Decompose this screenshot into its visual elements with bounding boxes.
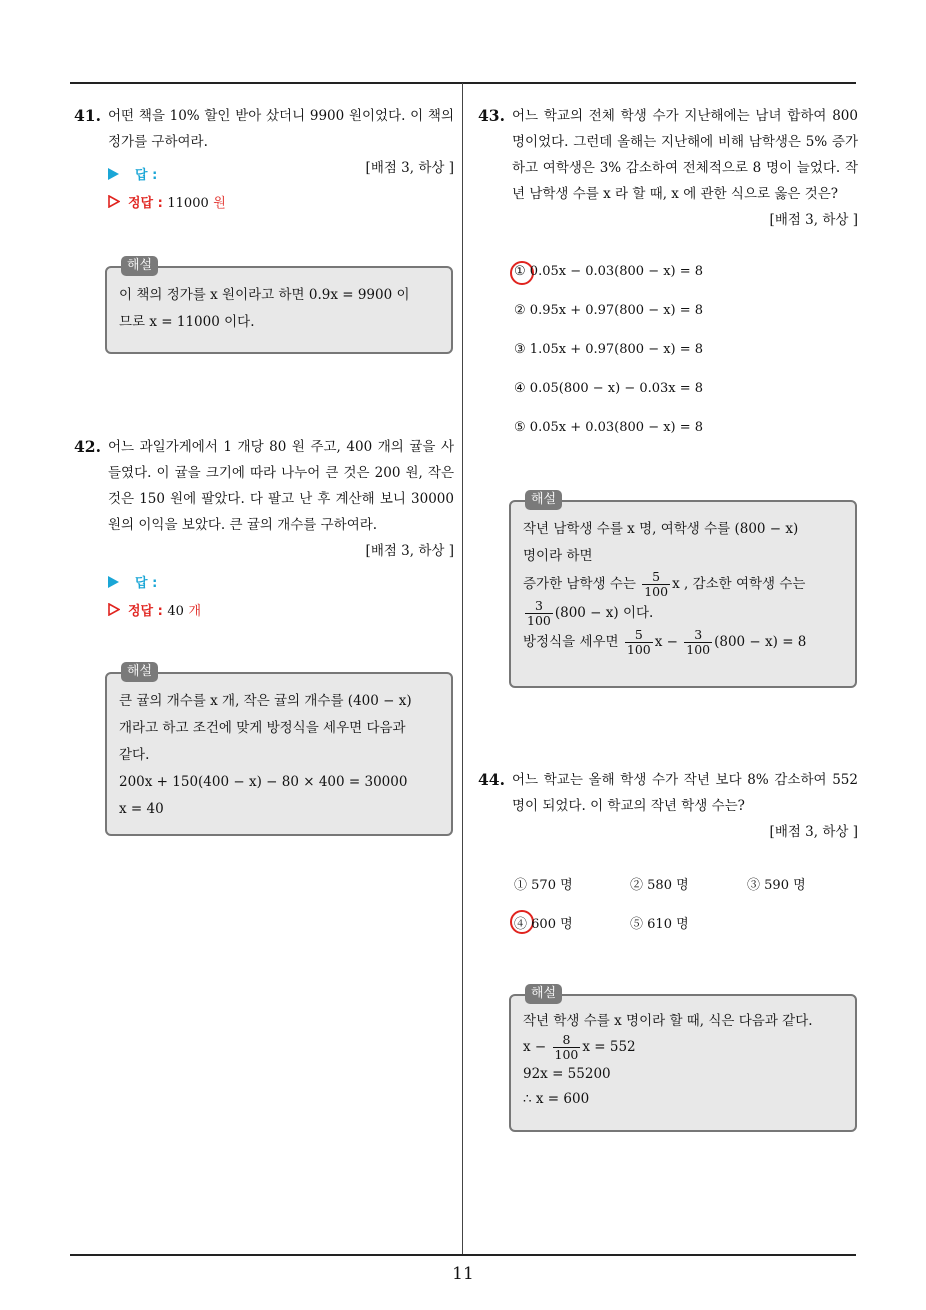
explanation-box-43	[509, 492, 857, 688]
triangle-outline-icon	[108, 603, 120, 616]
question-meta: [배점 3, 하상 ]	[769, 824, 858, 840]
column-divider	[462, 83, 463, 1255]
explanation-line: 같다.	[119, 747, 150, 763]
explanation-tag: 해설	[525, 490, 562, 510]
explanation-line: 작년 남학생 수를 x 명, 여학생 수를 (800 − x)	[523, 521, 799, 537]
fraction: $\frac{3}{100}$	[527, 598, 551, 628]
explanation-line: $\frac{3}{100}$ (800 − x) 이다.	[527, 598, 654, 628]
correct-label: 정답 :	[128, 196, 163, 211]
explanation-line: 작년 학생 수를 x 명이라 할 때, 식은 다음과 같다.	[523, 1013, 813, 1029]
explanation-line: 큰 귤의 개수를 x 개, 작은 귤의 개수를 (400 − x)	[119, 693, 412, 709]
page-number: 11	[452, 1264, 474, 1284]
explanation-line: 명이라 하면	[523, 548, 593, 564]
explanation-line: ∴ x = 600	[523, 1091, 590, 1107]
answer-input-line[interactable]	[108, 164, 157, 183]
choice-2[interactable]: ② 580 명	[630, 878, 689, 893]
explanation-box-41	[105, 258, 453, 354]
bottom-rule	[70, 1254, 856, 1256]
correct-unit: 개	[188, 604, 202, 619]
explanation-tag: 해설	[121, 256, 158, 276]
question-number: 41.	[74, 106, 101, 125]
question-meta: [배점 3, 하상 ]	[365, 543, 454, 559]
explanation-line: 92x = 55200	[523, 1066, 611, 1082]
explanation-tag: 해설	[121, 662, 158, 682]
question-number: 44.	[478, 770, 505, 789]
question-44	[478, 767, 858, 845]
explanation-tag: 해설	[525, 984, 562, 1004]
answer-label: 답 :	[135, 168, 158, 183]
correct-unit: 원	[213, 196, 226, 211]
explanation-box-42	[105, 664, 453, 836]
question-number: 43.	[478, 106, 505, 125]
choice-4[interactable]: ④ 600 명	[514, 917, 573, 932]
question-meta: [배점 3, 하상 ]	[365, 160, 454, 176]
choice-5[interactable]: ⑤ 0.05x + 0.03(800 − x) = 8	[514, 420, 704, 435]
question-number: 42.	[74, 437, 101, 456]
question-text: 어느 학교의 전체 학생 수가 지난해에는 남녀 합하여 800 명이었다. 그런데 올해는 지난해에 비해 남학생은 5% 증가하고 여학생은 3% 감소하여 전체적으로 8 명이 늘었다. 작년 남학생 수를 x 라 할 때, x 에 관한 식으로 옳은 것은?	[512, 108, 858, 202]
question-43	[478, 103, 858, 233]
fraction: $\frac{3}{100}$	[686, 627, 711, 657]
play-icon	[108, 168, 119, 180]
explanation-line: 이 책의 정가를 x 원이라고 하면 0.9x = 9900 이	[119, 287, 410, 303]
answer-label: 답 :	[135, 576, 158, 591]
correct-answer-line	[108, 600, 201, 619]
choice-5[interactable]: ⑤ 610 명	[630, 917, 689, 932]
question-42	[74, 434, 454, 564]
correct-value: 40	[167, 604, 184, 619]
explanation-line: 개라고 하고 조건에 맞게 방정식을 세우면 다음과	[119, 720, 406, 736]
fraction: $\frac{5}{100}$	[644, 569, 669, 599]
question-meta: [배점 3, 하상 ]	[769, 212, 858, 228]
choice-1[interactable]: ① 570 명	[514, 878, 573, 893]
question-text: 어느 과일가게에서 1 개당 80 원 주고, 400 개의 귤을 사들였다. 이 귤을 크기에 따라 나누어 큰 것은 200 원, 작은 것은 150 원에 팔았다. 다 팔고 난 후 계산해 보니 30000 원의 이익을 보았다. 큰 귤의 개수를 구하여라.	[108, 439, 454, 533]
fraction: $\frac{8}{100}$	[554, 1032, 579, 1062]
choice-3[interactable]: ③ 1.05x + 0.97(800 − x) = 8	[514, 342, 704, 357]
choice-1[interactable]: ① 0.05x − 0.03(800 − x) = 8	[514, 264, 704, 279]
correct-answer-line	[108, 192, 226, 211]
explanation-line: x = 40	[119, 801, 164, 817]
triangle-outline-icon	[108, 195, 120, 208]
correct-label: 정답 :	[128, 604, 163, 619]
fraction: $\frac{5}{100}$	[626, 627, 651, 657]
explanation-line: 방정식을 세우면 $\frac{5}{100}$ x − $\frac{3}{100}$ (800 − x) = 8	[523, 627, 807, 657]
explanation-line: 증가한 남학생 수는 $\frac{5}{100}$ x , 감소한 여학생 수는	[523, 569, 806, 599]
choice-4[interactable]: ④ 0.05(800 − x) − 0.03x = 8	[514, 381, 704, 396]
explanation-line: 200x + 150(400 − x) − 80 × 400 = 30000	[119, 774, 408, 790]
top-rule	[70, 82, 856, 84]
correct-value: 11000	[167, 196, 209, 211]
choice-2[interactable]: ② 0.95x + 0.97(800 − x) = 8	[514, 303, 704, 318]
explanation-line: 므로 x = 11000 이다.	[119, 314, 255, 330]
explanation-line: x − $\frac{8}{100}$ x = 552	[523, 1032, 636, 1062]
explanation-box-44	[509, 986, 857, 1132]
answer-input-line[interactable]	[108, 572, 157, 591]
play-icon	[108, 576, 119, 588]
question-text: 어느 학교는 올해 학생 수가 작년 보다 8% 감소하여 552 명이 되었다. 이 학교의 작년 학생 수는?	[512, 772, 858, 814]
question-text: 어떤 책을 10% 할인 받아 샀더니 9900 원이었다. 이 책의 정가를 구하여라.	[108, 108, 454, 150]
choice-3[interactable]: ③ 590 명	[747, 878, 806, 893]
